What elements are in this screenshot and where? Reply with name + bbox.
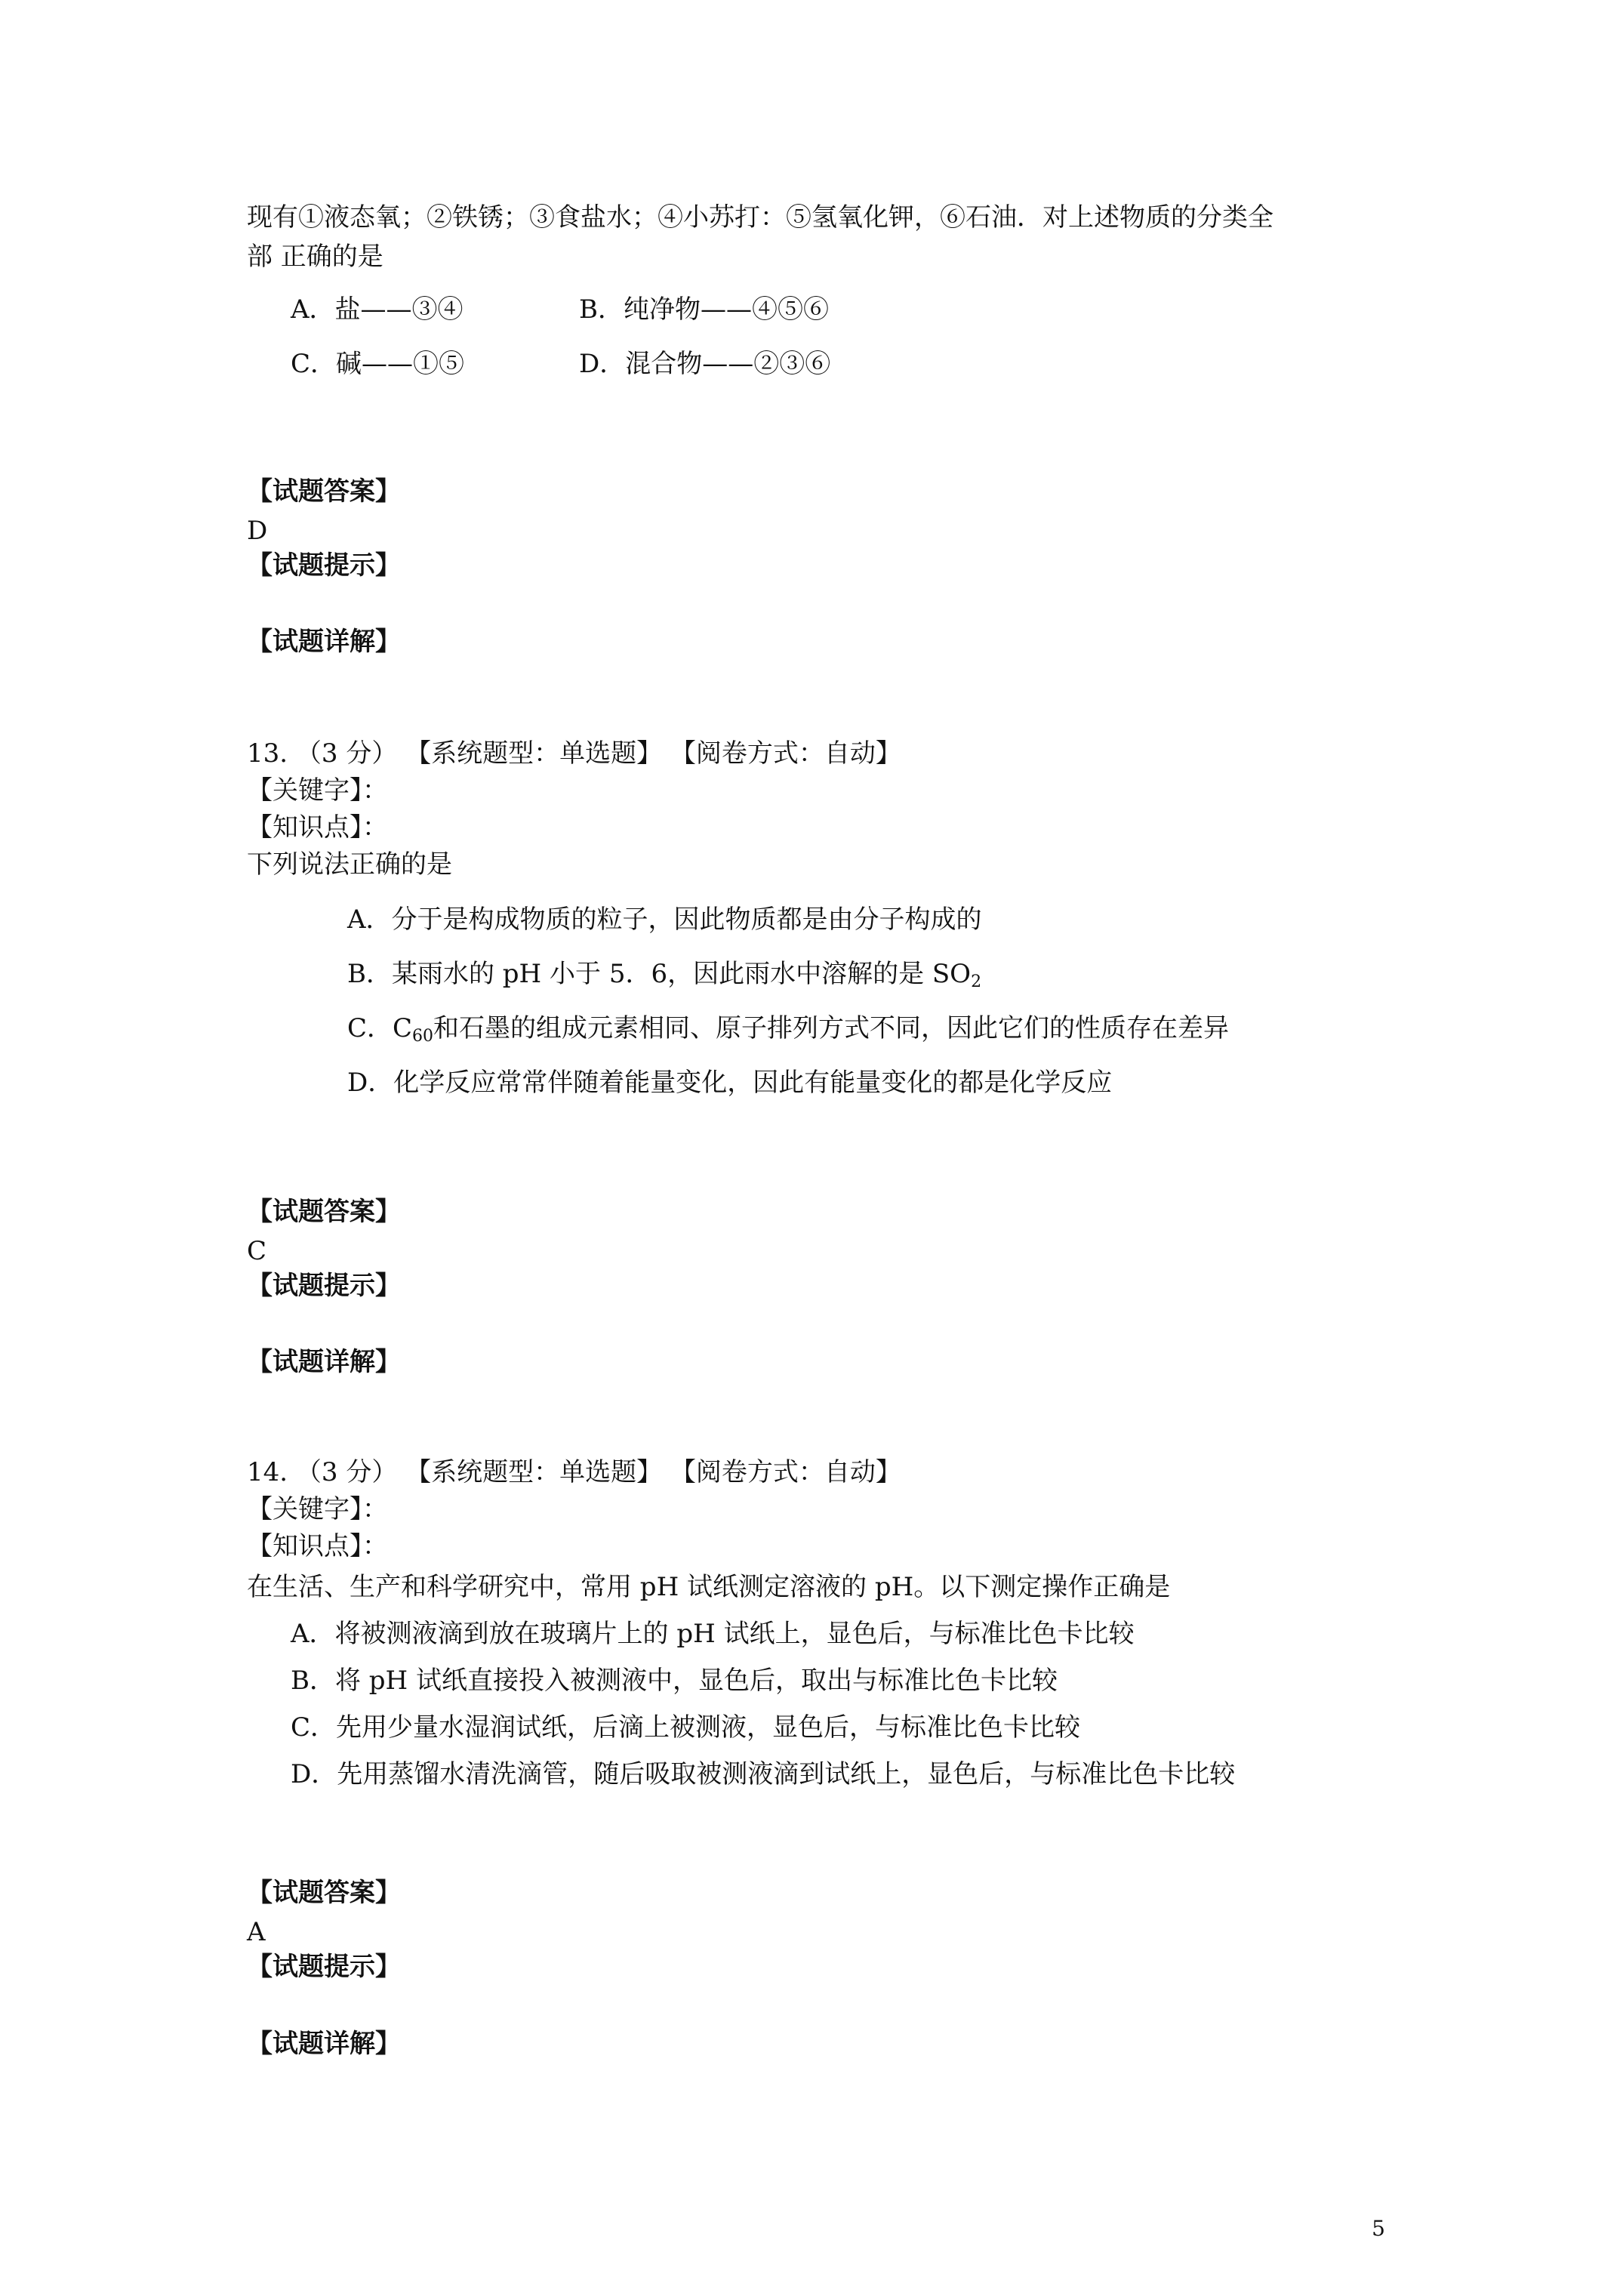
q14-option-d: D．先用蒸馏水清洗滴管，随后吸取被测液滴到试纸上，显色后，与标准比色卡比较 [291, 1759, 1236, 1789]
q13-option-d: D．化学反应常常伴随着能量变化，因此有能量变化的都是化学反应 [347, 1068, 1113, 1098]
q13-option-b-subscript: 2 [971, 972, 982, 991]
q13-option-c [347, 1013, 1230, 1046]
q12-option-b: B．纯净物——④⑤⑥ [579, 294, 829, 325]
q14-option-c: C．先用少量水湿润试纸，后滴上被测液，显色后，与标准比色卡比较 [291, 1712, 1081, 1743]
q14-option-b: B．将 pH 试纸直接投入被测液中，显色后，取出与标准比色卡比较 [291, 1666, 1058, 1696]
page-number: 5 [1372, 2216, 1385, 2241]
q13-option-c-subscript: 60 [412, 1027, 434, 1046]
q13-hint-header: 【试题提示】 [247, 1271, 401, 1301]
q13-stem: 下列说法正确的是 [247, 849, 452, 880]
q14-stem: 在生活、生产和科学研究中，常用 pH 试纸测定溶液的 pH。以下测定操作正确是 [247, 1572, 1171, 1602]
q14-keywords: 【关键字】： [247, 1494, 388, 1524]
q12-stem-line1: 现有①液态氧；②铁锈；③食盐水；④小苏打：⑤氢氧化钾，⑥石油．对上述物质的分类全 [247, 202, 1273, 233]
q13-option-b-text: B．某雨水的 pH 小于 5．6，因此雨水中溶解的是 SO [347, 959, 972, 989]
q13-option-b [347, 959, 981, 989]
q12-hint-header: 【试题提示】 [247, 550, 401, 581]
q14-hint-header: 【试题提示】 [247, 1952, 401, 1982]
q14-answer: A [247, 1917, 266, 1947]
q13-option-a: A．分于是构成物质的粒子，因此物质都是由分子构成的 [347, 905, 982, 935]
q12-answer: D [247, 516, 268, 546]
q13-header: 13. （3 分） 【系统题型：单选题】 【阅卷方式：自动】 [247, 738, 901, 769]
q13-option-c-text: 和石墨的组成元素相同、原子排列方式不同，因此它们的性质存在差异 [433, 1013, 1230, 1043]
q12-stem-line2: 部 正确的是 [247, 242, 383, 272]
q12-option-d: D．混合物——②③⑥ [579, 349, 831, 379]
q14-option-a: A．将被测液滴到放在玻璃片上的 pH 试纸上，显色后，与标准比色卡比较 [291, 1619, 1135, 1649]
q12-answer-header: 【试题答案】 [247, 476, 401, 507]
q14-knowledge: 【知识点】： [247, 1531, 388, 1561]
q14-answer-header: 【试题答案】 [247, 1878, 401, 1908]
q14-header: 14. （3 分） 【系统题型：单选题】 【阅卷方式：自动】 [247, 1457, 901, 1487]
q13-detail-header: 【试题详解】 [247, 1347, 401, 1377]
q12-option-c: C．碱——①⑤ [291, 349, 465, 379]
q13-answer-header: 【试题答案】 [247, 1197, 401, 1227]
q13-option-c-prefix: C．C [347, 1013, 413, 1043]
q13-knowledge: 【知识点】： [247, 812, 388, 843]
q13-answer: C [247, 1236, 267, 1266]
q13-keywords: 【关键字】： [247, 775, 388, 806]
q12-detail-header: 【试题详解】 [247, 627, 401, 657]
q14-detail-header: 【试题详解】 [247, 2029, 401, 2059]
q12-option-a: A．盐——③④ [291, 294, 463, 325]
